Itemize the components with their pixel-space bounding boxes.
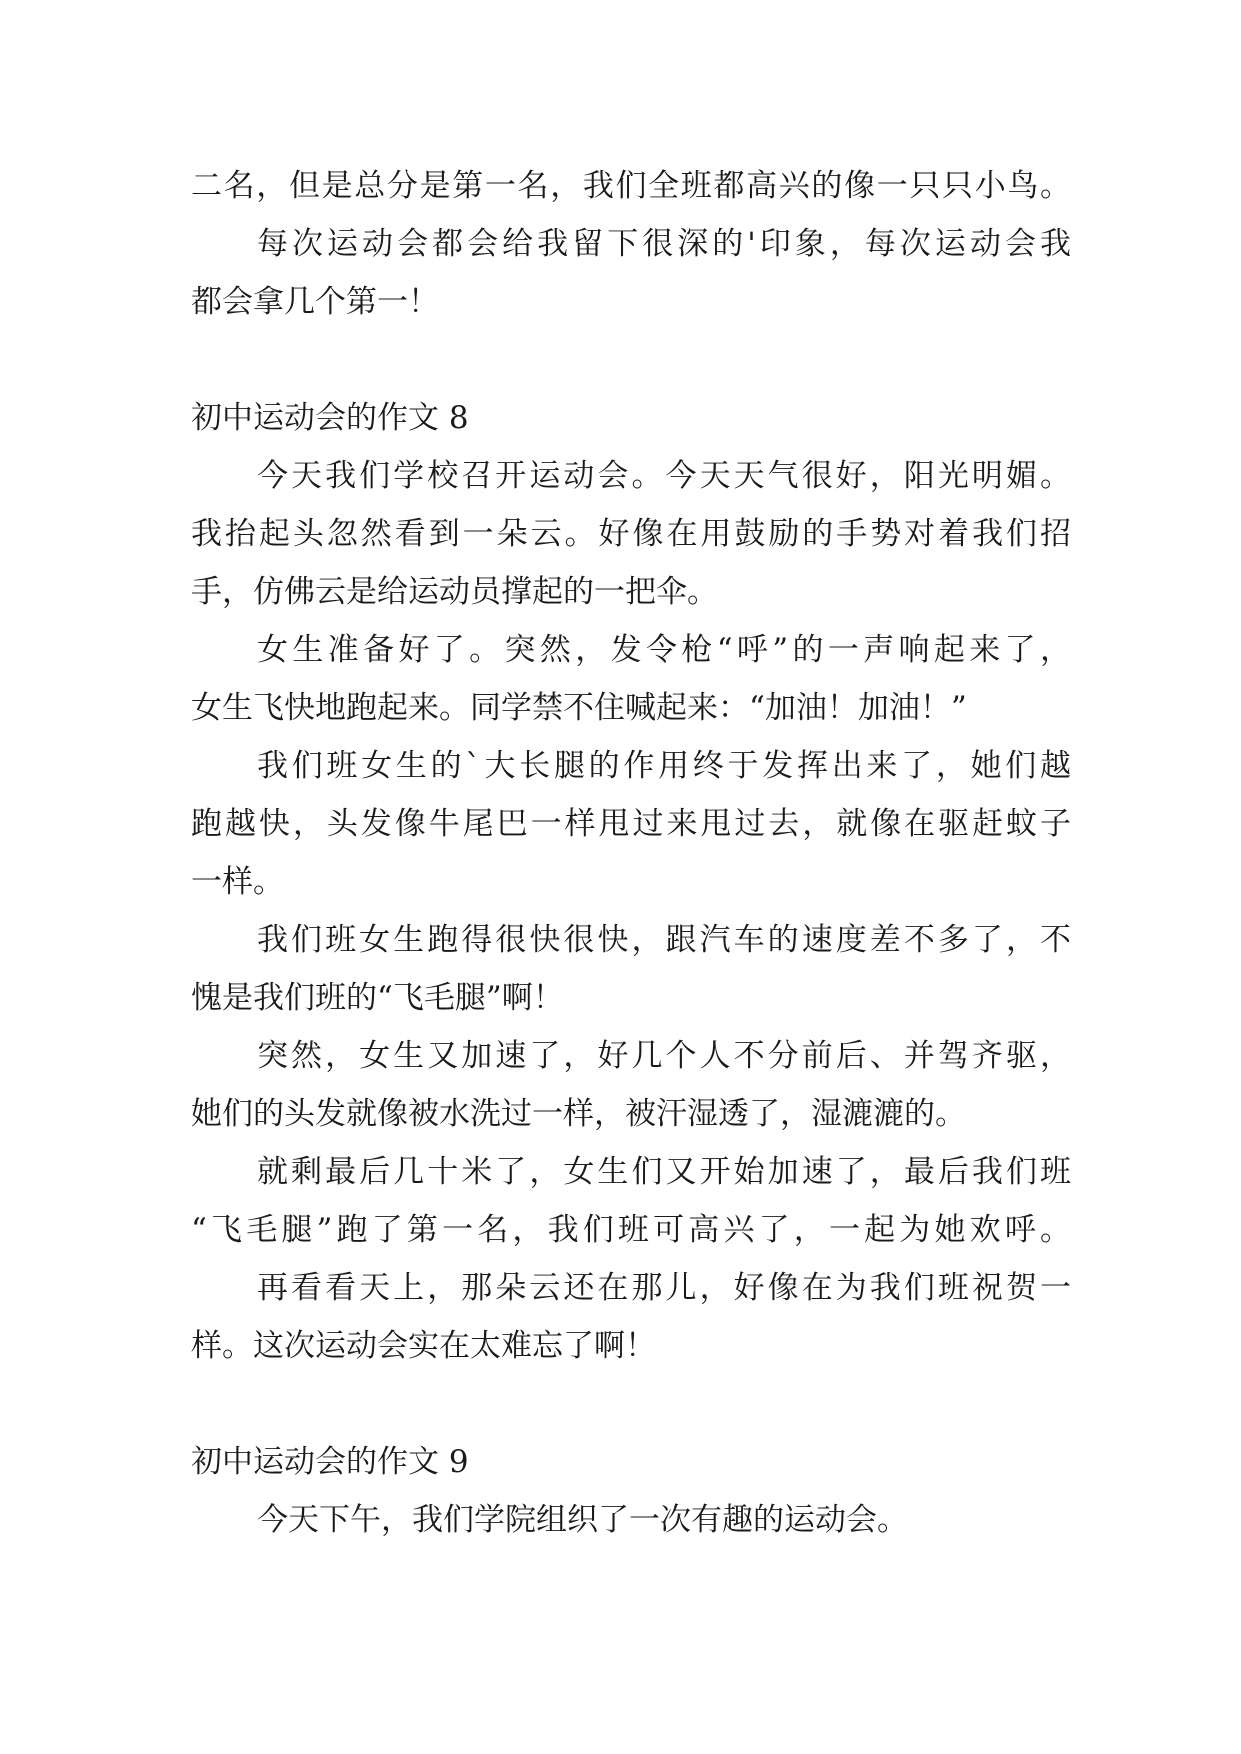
section-heading: 初中运动会的作文 8 xyxy=(191,400,469,436)
text-line: 突然，女生又加速了，好几个人不分前后、并驾齐驱， xyxy=(257,1038,1071,1074)
text-line: 我抬起头忽然看到一朵云。好像在用鼓励的手势对着我们招 xyxy=(191,516,1071,552)
text-line: 就剩最后几十米了，女生们又开始加速了，最后我们班 xyxy=(257,1154,1071,1190)
text-line: “飞毛腿”跑了第一名，我们班可高兴了，一起为她欢呼。 xyxy=(191,1212,1071,1248)
text-line: 愧是我们班的“飞毛腿”啊！ xyxy=(191,980,564,1016)
text-line: 再看看天上，那朵云还在那儿，好像在为我们班祝贺一 xyxy=(257,1270,1071,1306)
text-line: 女生飞快地跑起来。同学禁不住喊起来：“加油！加油！” xyxy=(191,690,967,726)
text-line: 我们班女生的`大长腿的作用终于发挥出来了，她们越 xyxy=(257,748,1071,784)
text-line: 她们的头发就像被水洗过一样，被汗湿透了，湿漉漉的。 xyxy=(191,1096,966,1132)
text-line: 都会拿几个第一！ xyxy=(191,284,439,320)
section-heading: 初中运动会的作文 9 xyxy=(191,1444,469,1480)
text-line: 女生准备好了。突然，发令枪“呼”的一声响起来了， xyxy=(257,632,1071,668)
text-line: 跑越快，头发像牛尾巴一样甩过来甩过去，就像在驱赶蚊子 xyxy=(191,806,1071,842)
text-line: 我们班女生跑得很快很快，跟汽车的速度差不多了，不 xyxy=(257,922,1071,958)
text-line: 今天我们学校召开运动会。今天天气很好，阳光明媚。 xyxy=(257,458,1071,494)
text-line: 今天下午，我们学院组织了一次有趣的运动会。 xyxy=(257,1502,908,1538)
text-line: 手，仿佛云是给运动员撑起的一把伞。 xyxy=(191,574,718,610)
text-line: 一样。 xyxy=(191,864,284,900)
text-line: 每次运动会都会给我留下很深的'印象，每次运动会我 xyxy=(257,226,1071,262)
text-line: 二名，但是总分是第一名，我们全班都高兴的像一只只小鸟。 xyxy=(191,168,1071,204)
text-line: 样。这次运动会实在太难忘了啊！ xyxy=(191,1328,656,1364)
